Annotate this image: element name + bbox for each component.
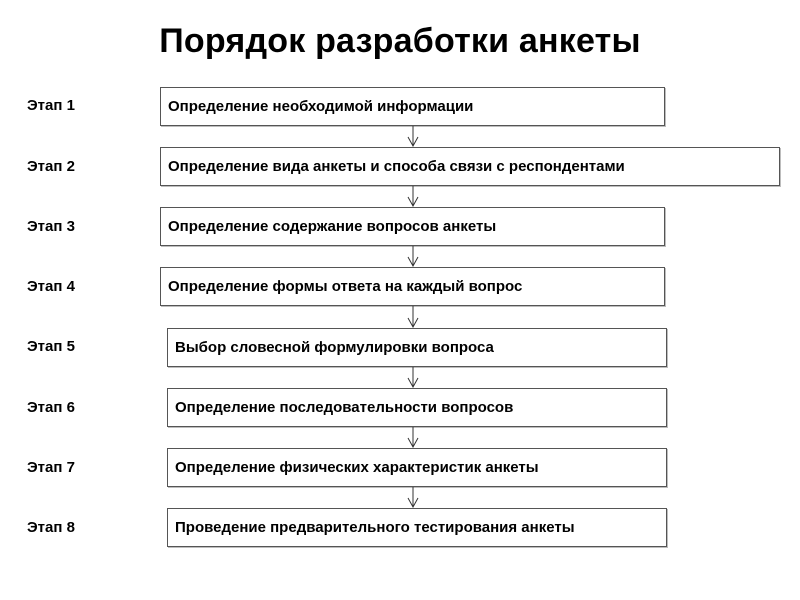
- stage-box-4: Определение формы ответа на каждый вопрос: [160, 267, 665, 306]
- arrow-6-to-7: [405, 427, 421, 449]
- arrow-5-to-6: [405, 367, 421, 389]
- arrow-4-to-5: [405, 306, 421, 329]
- stage-label-3: Этап 3: [27, 218, 75, 235]
- stage-box-5: Выбор словесной формулировки вопроса: [167, 328, 667, 367]
- stage-label-6: Этап 6: [27, 399, 75, 416]
- stage-label-7: Этап 7: [27, 459, 75, 476]
- arrow-1-to-2: [405, 126, 421, 148]
- stage-box-2: Определение вида анкеты и способа связи с респондентами: [160, 147, 780, 186]
- stage-label-8: Этап 8: [27, 519, 75, 536]
- stage-label-1: Этап 1: [27, 97, 75, 114]
- stage-label-5: Этап 5: [27, 338, 75, 355]
- arrow-7-to-8: [405, 487, 421, 509]
- stage-box-1: Определение необходимой информации: [160, 87, 665, 126]
- arrow-3-to-4: [405, 246, 421, 268]
- stage-label-4: Этап 4: [27, 278, 75, 295]
- stage-box-7: Определение физических характеристик анкеты: [167, 448, 667, 487]
- stage-box-6: Определение последовательности вопросов: [167, 388, 667, 427]
- stage-box-3: Определение содержание вопросов анкеты: [160, 207, 665, 246]
- page-title: Порядок разработки анкеты: [159, 22, 641, 60]
- arrow-2-to-3: [405, 186, 421, 208]
- stage-box-8: Проведение предварительного тестирования анкеты: [167, 508, 667, 547]
- stage-label-2: Этап 2: [27, 158, 75, 175]
